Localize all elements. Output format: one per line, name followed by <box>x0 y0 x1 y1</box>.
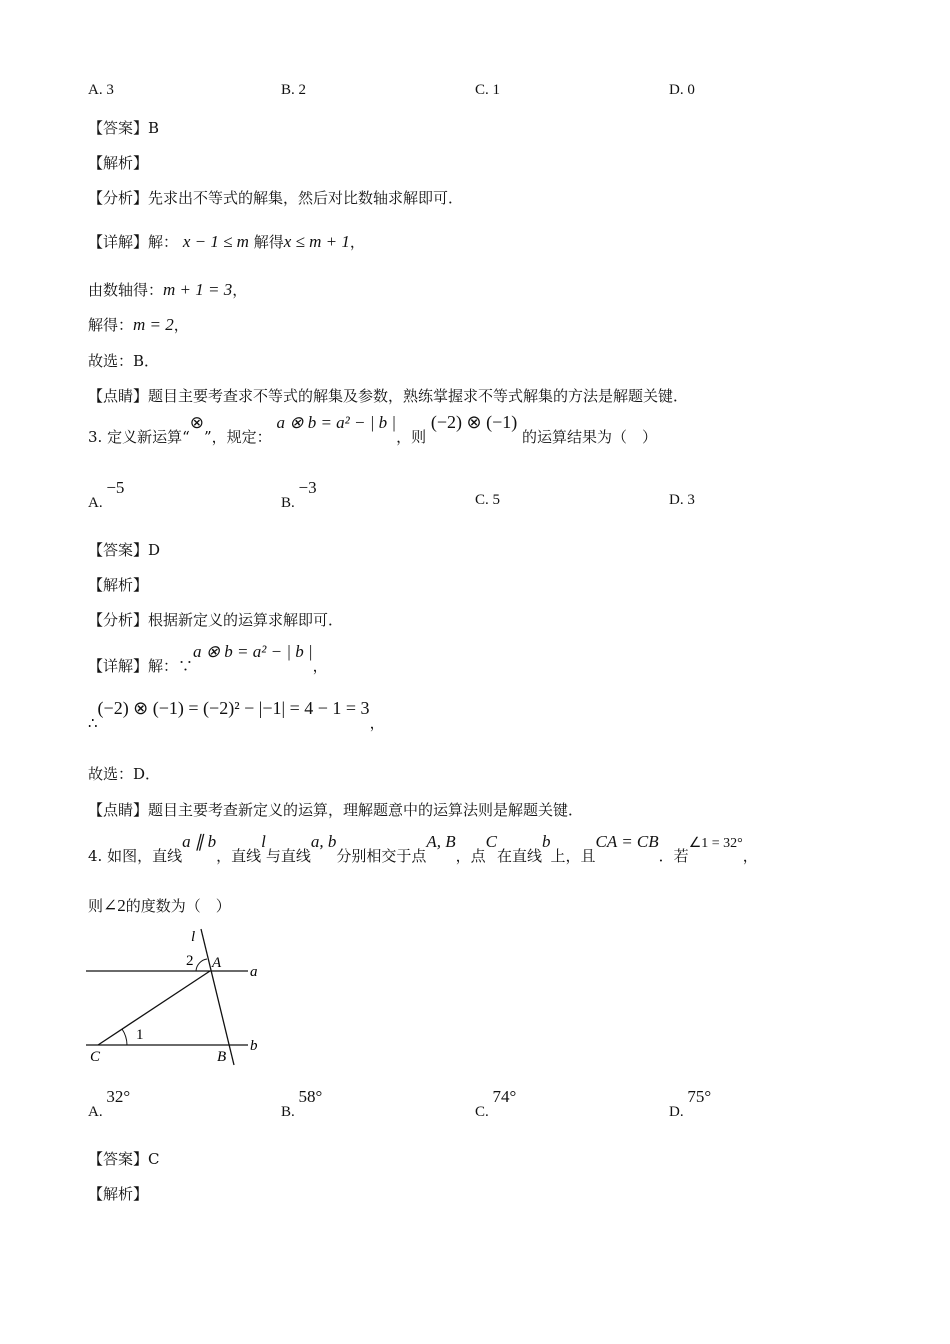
detail-text: ， <box>349 233 365 251</box>
fenxi-tag: 【分析】 <box>88 611 149 629</box>
stem-text: 在直线 <box>497 847 543 865</box>
segment-ca <box>98 971 210 1045</box>
q3-choose: 故选：D． <box>88 765 161 783</box>
answer-tag: 【答案】 <box>88 541 149 559</box>
q4-option-a <box>88 1087 131 1121</box>
option-label: C. <box>475 1104 489 1120</box>
angle-1-arc <box>122 1029 127 1045</box>
stem-text: ，点 <box>455 847 486 865</box>
detail-tag: 【详解】 <box>88 233 149 251</box>
q4-stem-1 <box>88 832 758 866</box>
stem-text: ”，规定： <box>204 428 272 446</box>
q3-fenxi <box>88 609 343 630</box>
q2-detail-2 <box>88 279 247 300</box>
detail-text: ， <box>369 714 385 732</box>
geometry-figure <box>80 925 280 1070</box>
expression: (−2) ⊗ (−1) <box>430 412 518 432</box>
option-value: −3 <box>298 478 317 497</box>
computation: (−2) ⊗ (−1) = (−2)² − |−1| = 4 − 1 = 3 <box>97 698 370 718</box>
q2-answer <box>88 117 159 138</box>
q2-option-b: B. 2 <box>281 82 307 98</box>
label-b: b <box>250 1038 258 1054</box>
stem-text: 4. 如图，直线 <box>88 847 183 865</box>
q2-option-a: A. 3 <box>88 82 114 98</box>
detail-tag: 【详解】 <box>88 657 149 675</box>
q3-option-a <box>88 478 125 512</box>
label-l: l <box>191 929 196 945</box>
label-B: B <box>217 1049 227 1065</box>
q2-dianjing <box>88 385 688 406</box>
angle-2: ∠2 <box>103 896 126 915</box>
q4-option-c <box>475 1087 517 1121</box>
q3-stem <box>88 412 658 447</box>
detail-text: ， <box>232 281 248 299</box>
detail-text: ， <box>312 657 328 675</box>
stem-text: ，则 <box>396 428 427 446</box>
stem-text: 3. 定义新运算“ <box>88 428 190 446</box>
stem-text: ．若 <box>658 847 689 865</box>
dianjing-text: 题目主要考查求不等式的解集及参数，熟练掌握求不等式解集的方法是解题关键． <box>148 387 689 405</box>
detail-text: 解得 <box>253 233 284 251</box>
label-a: a <box>250 964 258 980</box>
stem-text: 的运算结果为（ ） <box>522 428 658 446</box>
detail-text: ， <box>173 316 189 334</box>
q4-answer <box>88 1148 160 1169</box>
option-value: 58° <box>298 1087 323 1106</box>
option-label: D. <box>669 1104 684 1120</box>
definition: a ⊗ b = a² − | b | <box>276 413 397 432</box>
point-c: C <box>485 832 498 851</box>
answer-tag: 【答案】 <box>88 1150 149 1168</box>
dianjing-tag: 【点睛】 <box>88 387 149 405</box>
q2-fenxi <box>88 187 463 208</box>
stem-text: ，直线 <box>216 847 262 865</box>
equal-sides: CA = CB <box>595 832 659 851</box>
q3-answer <box>88 539 160 560</box>
option-label: B. <box>281 495 295 511</box>
dianjing-tag: 【点睛】 <box>88 801 149 819</box>
q3-detail-1 <box>88 642 328 676</box>
answer-value: C <box>148 1150 160 1168</box>
option-label: A. <box>88 1104 103 1120</box>
detail-text: 解得： <box>88 316 134 334</box>
option-label: A. <box>88 495 103 511</box>
label-C: C <box>90 1049 101 1065</box>
therefore-symbol: ∴ <box>88 714 98 732</box>
stem-text: 与直线 <box>265 847 311 865</box>
option-value: 32° <box>106 1087 131 1106</box>
q3-option-b <box>281 478 317 512</box>
stem-text: ， <box>742 847 758 865</box>
detail-text: 解：∵ <box>148 657 194 675</box>
answer-value: B <box>148 119 160 137</box>
lines-ab: a, b <box>310 832 337 851</box>
q2-detail-1 <box>88 231 365 252</box>
answer-value: D <box>148 541 161 559</box>
q4-option-d <box>669 1087 712 1121</box>
stem-text: 上，且 <box>550 847 596 865</box>
q3-analysis-tag: 【解析】 <box>88 576 149 594</box>
solution: x ≤ m + 1 <box>283 232 350 251</box>
option-label: B. <box>281 1104 295 1120</box>
q4-analysis-tag: 【解析】 <box>88 1185 149 1203</box>
q2-option-c: C. 1 <box>475 82 501 98</box>
points-ab: A, B <box>426 832 456 851</box>
stem-text: 分别相交于点 <box>336 847 427 865</box>
q4-stem-2 <box>88 895 231 916</box>
label-A: A <box>212 955 222 971</box>
answer-tag: 【答案】 <box>88 119 149 137</box>
line-l: l <box>261 832 266 851</box>
stem-text: 的度数为（ ） <box>125 897 231 915</box>
q2-option-d: D. 0 <box>669 82 695 98</box>
stem-text: 则 <box>88 897 104 915</box>
q2-detail-3 <box>88 314 189 335</box>
q3-detail-2 <box>88 698 385 733</box>
q2-choose: 故选：B． <box>88 352 160 370</box>
otimes-symbol: ⊗ <box>189 413 204 432</box>
detail-text: 解： <box>148 233 179 251</box>
angle-2-arc <box>196 959 207 971</box>
detail-text: 由数轴得： <box>88 281 164 299</box>
label-1: 1 <box>136 1027 144 1043</box>
option-value: 74° <box>492 1087 517 1106</box>
definition: a ⊗ b = a² − | b | <box>193 642 313 661</box>
inequality: x − 1 ≤ m <box>182 232 249 251</box>
dianjing-text: 题目主要考查新定义的运算，理解题意中的运算法则是解题关键． <box>148 801 584 819</box>
fenxi-tag: 【分析】 <box>88 189 149 207</box>
angle-1: ∠1 = 32° <box>688 836 743 851</box>
q3-dianjing <box>88 799 583 820</box>
equation: m = 2 <box>133 315 174 334</box>
option-value: 75° <box>687 1087 712 1106</box>
equation: m + 1 = 3 <box>163 280 233 299</box>
line-b: b <box>542 832 551 851</box>
fenxi-text: 根据新定义的运算求解即可． <box>148 611 344 629</box>
option-value: −5 <box>106 478 125 497</box>
parallel-expr: a ∥ b <box>182 832 217 851</box>
fenxi-text: 先求出不等式的解集，然后对比数轴求解即可． <box>148 189 464 207</box>
q3-option-d: D. 3 <box>669 492 695 508</box>
q4-option-b <box>281 1087 323 1121</box>
q3-option-c: C. 5 <box>475 492 501 508</box>
q2-analysis-tag: 【解析】 <box>88 154 149 172</box>
label-2: 2 <box>186 953 194 969</box>
